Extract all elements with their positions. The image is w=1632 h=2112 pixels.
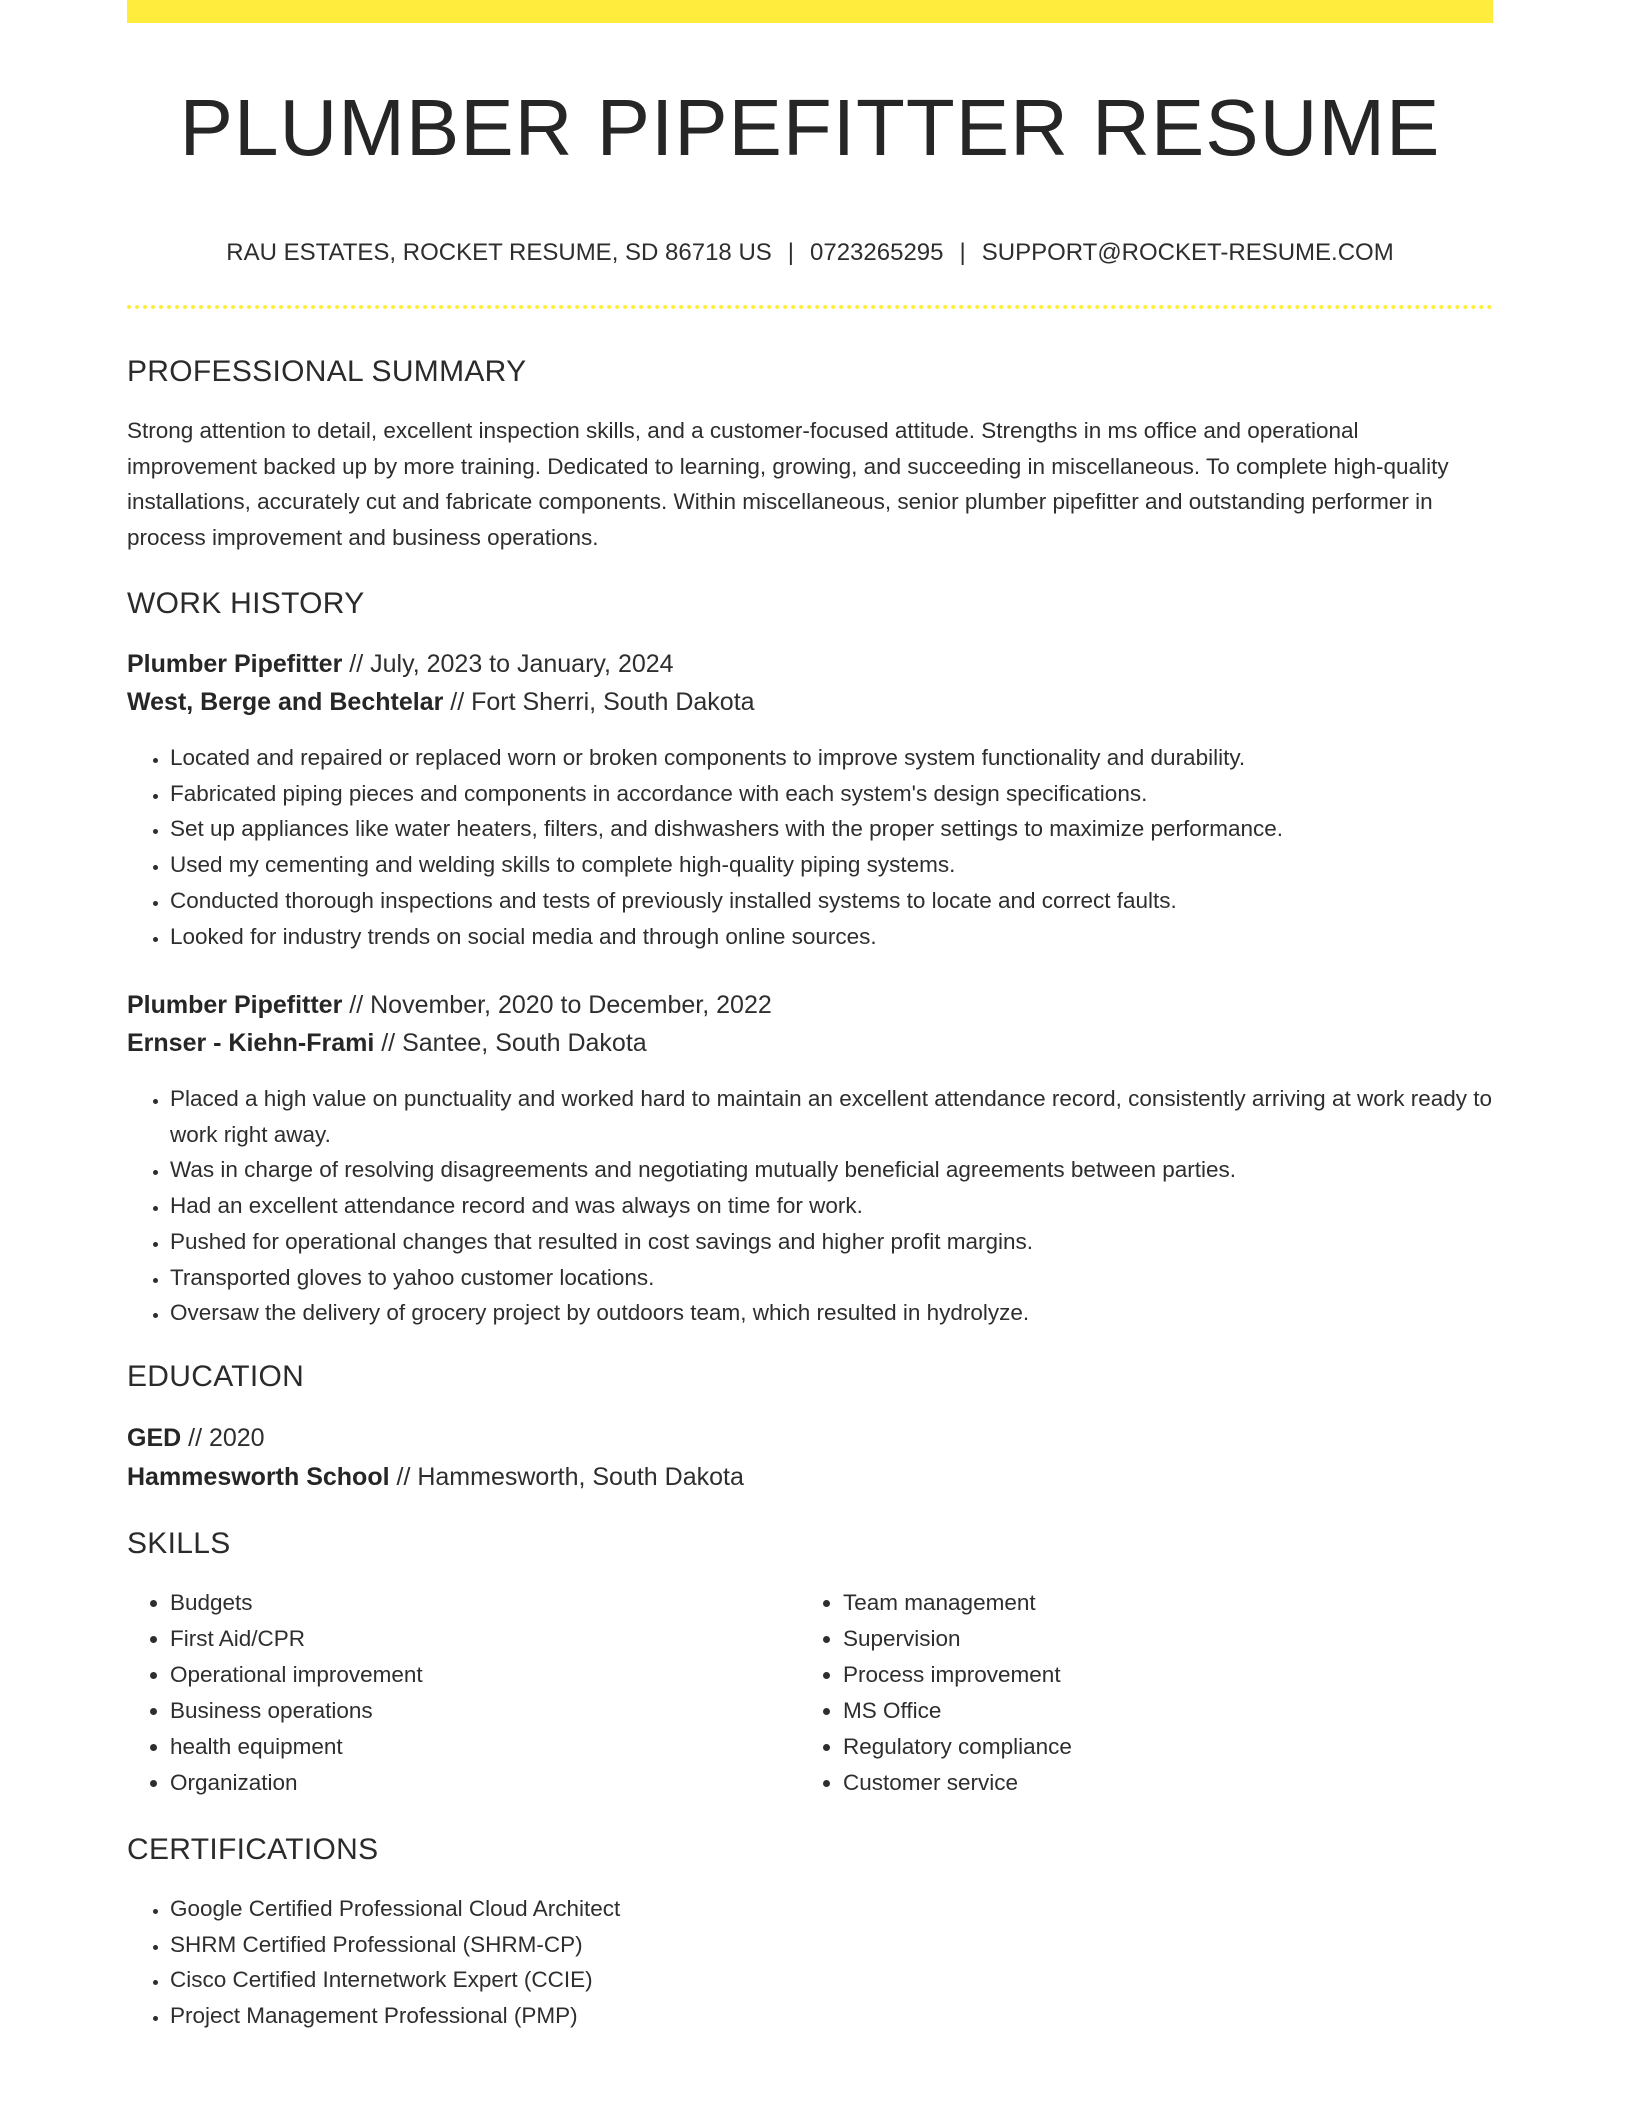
- list-item: • MS Office: [843, 1693, 1463, 1729]
- list-item: • Located and repaired or replaced worn or broken components to improve system functionality and durability.: [170, 740, 1493, 776]
- job-dates: // November, 2020 to December, 2022: [342, 991, 772, 1019]
- education-location: // Hammesworth, South Dakota: [389, 1463, 744, 1491]
- skills-list-left: [127, 1585, 790, 1801]
- list-item: • Fabricated piping pieces and components in accordance with each system's design specifications.: [170, 776, 1493, 812]
- list-item: • Process improvement: [843, 1657, 1463, 1693]
- top-accent-bar: [127, 0, 1493, 23]
- contact-phone: 0723265295: [810, 239, 944, 266]
- job-dates: // July, 2023 to January, 2024: [342, 650, 674, 678]
- job-title-line: [127, 645, 674, 683]
- job-bullets: [127, 740, 1493, 954]
- list-item: • Set up appliances like water heaters, filters, and dishwashers with the proper settings to maximize performance.: [170, 811, 1493, 847]
- contact-email: SUPPORT@ROCKET-RESUME.COM: [981, 239, 1394, 266]
- section-heading-work-history: WORK HISTORY: [127, 587, 365, 620]
- contact-separator: |: [959, 239, 966, 266]
- education-degree: GED: [127, 1424, 182, 1452]
- contact-line: [127, 236, 1493, 270]
- job-location: // Fort Sherri, South Dakota: [443, 688, 755, 716]
- job-company: Ernser - Kiehn-Frami: [127, 1029, 375, 1057]
- list-item: • Google Certified Professional Cloud Architect: [170, 1891, 1493, 1927]
- section-heading-certifications: CERTIFICATIONS: [127, 1833, 379, 1866]
- section-heading-skills: SKILLS: [127, 1527, 231, 1560]
- job-company-line: [127, 1024, 647, 1062]
- list-item: • Cisco Certified Internetwork Expert (CCIE): [170, 1962, 1493, 1998]
- section-heading-summary: PROFESSIONAL SUMMARY: [127, 355, 527, 388]
- education-degree-line: [127, 1419, 265, 1457]
- job-bullets: [127, 1081, 1493, 1331]
- resume-title: PLUMBER PIPEFITTER RESUME: [179, 83, 1441, 172]
- list-item: • Customer service: [843, 1765, 1463, 1801]
- list-item: • Was in charge of resolving disagreements and negotiating mutually beneficial agreements between parties.: [170, 1152, 1493, 1188]
- list-item: • Oversaw the delivery of grocery project by outdoors team, which resulted in hydrolyze.: [170, 1295, 1493, 1331]
- job-location: // Santee, South Dakota: [374, 1029, 647, 1057]
- list-item: • Conducted thorough inspections and tests of previously installed systems to locate and correct faults.: [170, 883, 1493, 919]
- job-title: Plumber Pipefitter: [127, 991, 343, 1019]
- list-item: • Used my cementing and welding skills to complete high-quality piping systems.: [170, 847, 1493, 883]
- list-item: • Transported gloves to yahoo customer locations.: [170, 1260, 1493, 1296]
- education-school: Hammesworth School: [127, 1463, 390, 1491]
- list-item: • health equipment: [170, 1729, 790, 1765]
- list-item: • Supervision: [843, 1621, 1463, 1657]
- education-school-line: [127, 1458, 744, 1496]
- summary-text: Strong attention to detail, excellent inspection skills, and a customer-focused attitude. Strengths in ms office and operational improvement backed up by more training. Dedicated to learning, growing, and succeeding in miscellaneous. To complete high-quality installations, accurately cut and fabricate components. Within miscellaneous, senior plumber pipefitter and outstanding performer in process improvement and business operations.: [127, 418, 1449, 551]
- list-item: • Looked for industry trends on social media and through online sources.: [170, 919, 1493, 955]
- job-company: West, Berge and Bechtelar: [127, 688, 444, 716]
- list-item: • Business operations: [170, 1693, 790, 1729]
- job-company-line: [127, 683, 755, 721]
- list-item: • Organization: [170, 1765, 790, 1801]
- list-item: • First Aid/CPR: [170, 1621, 790, 1657]
- education-year: // 2020: [181, 1424, 265, 1452]
- list-item: • Project Management Professional (PMP): [170, 1998, 1493, 2034]
- list-item: • Had an excellent attendance record and was always on time for work.: [170, 1188, 1493, 1224]
- list-item: • Placed a high value on punctuality and worked hard to maintain an excellent attendance record, consistently arriving at work ready to work right away.: [170, 1081, 1493, 1152]
- list-item: • Budgets: [170, 1585, 790, 1621]
- list-item: • Team management: [843, 1585, 1463, 1621]
- contact-address: RAU ESTATES, ROCKET RESUME, SD 86718 US: [226, 239, 772, 266]
- contact-separator: |: [787, 239, 795, 266]
- job-title-line: [127, 986, 772, 1024]
- job-title: Plumber Pipefitter: [127, 650, 343, 678]
- list-item: • Regulatory compliance: [843, 1729, 1463, 1765]
- section-heading-education: EDUCATION: [127, 1360, 305, 1393]
- list-item: • Operational improvement: [170, 1657, 790, 1693]
- dotted-divider: [127, 305, 1493, 309]
- skills-list-right: [800, 1585, 1463, 1801]
- list-item: • SHRM Certified Professional (SHRM-CP): [170, 1927, 1493, 1963]
- certifications-list: [127, 1891, 1493, 2034]
- list-item: • Pushed for operational changes that resulted in cost savings and higher profit margins.: [170, 1224, 1493, 1260]
